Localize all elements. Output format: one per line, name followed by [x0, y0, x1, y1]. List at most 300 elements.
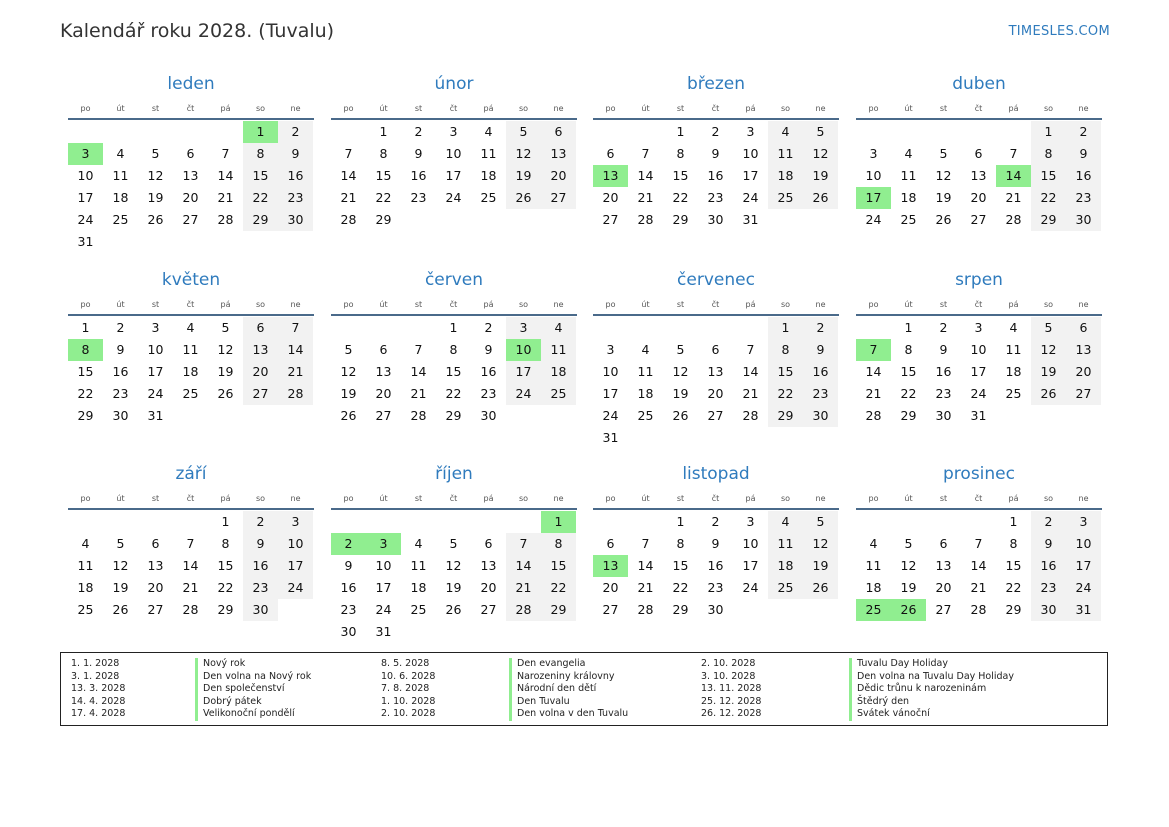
day-cell: 4	[541, 317, 576, 339]
day-cell: 4	[869, 536, 878, 551]
day-cell: 30	[480, 408, 497, 423]
month-divider	[331, 118, 577, 120]
day-cell: 29	[1031, 209, 1066, 231]
day-cell: 17	[278, 555, 313, 577]
day-cell: 23	[112, 386, 129, 401]
day-cell: 30	[803, 405, 838, 427]
month-title: duben	[952, 74, 1006, 94]
weekday-header	[593, 102, 839, 116]
weekday-label: so	[518, 104, 529, 113]
day-cell: 13	[1066, 339, 1101, 361]
day-cell: 5	[221, 320, 230, 335]
day-cell: 13	[480, 558, 497, 573]
day-cell: 10	[602, 364, 619, 379]
day-cell: 3	[151, 320, 160, 335]
empty-cell	[331, 317, 366, 339]
day-cell: 21	[217, 190, 234, 205]
empty-cell	[663, 317, 698, 339]
weekday-label: po	[868, 104, 879, 113]
weekday-label: st	[939, 494, 948, 503]
month-leden	[68, 72, 314, 253]
day-cell: 24	[506, 383, 541, 405]
day-cell: 7	[186, 536, 195, 551]
day-cell: 20	[541, 165, 576, 187]
day-cell: 21	[506, 577, 541, 599]
day-cell: 19	[147, 190, 164, 205]
holiday-day: 8	[68, 339, 103, 361]
day-cell: 30	[1031, 599, 1066, 621]
day-cell: 13	[541, 143, 576, 165]
day-cell: 7	[1009, 146, 1018, 161]
site-link[interactable]: TIMESLES.COM	[1008, 24, 1110, 39]
weekday-label: út	[379, 104, 388, 113]
day-cell: 5	[939, 146, 948, 161]
holiday-date: 14. 4. 2028	[71, 695, 126, 707]
day-cell: 1	[676, 514, 685, 529]
empty-cell	[593, 511, 628, 533]
weekday-label: st	[939, 104, 948, 113]
holiday-date: 2. 10. 2028	[701, 658, 756, 669]
month-title: březen	[686, 74, 746, 94]
day-cell: 24	[278, 577, 313, 599]
day-cell: 27	[602, 212, 619, 227]
day-cell: 28	[637, 602, 654, 617]
day-cell: 1	[676, 124, 685, 139]
weekday-label: út	[904, 300, 913, 309]
weekday-label: pá	[1008, 494, 1019, 503]
day-cell: 27	[1066, 383, 1101, 405]
day-cell: 15	[77, 364, 94, 379]
empty-cell	[628, 317, 663, 339]
day-grid	[331, 121, 577, 231]
weekday-label: út	[641, 300, 650, 309]
weekday-label: ne	[553, 494, 564, 503]
day-cell: 30	[1066, 209, 1101, 231]
day-cell: 10	[147, 342, 164, 357]
empty-cell	[961, 121, 996, 143]
day-cell: 29	[768, 405, 803, 427]
weekday-label: po	[343, 494, 354, 503]
holiday-name: Den evangelia	[509, 658, 628, 671]
day-cell: 4	[81, 536, 90, 551]
weekday-label: po	[868, 494, 879, 503]
month-divider	[331, 508, 577, 510]
weekday-header	[331, 102, 577, 116]
day-cell: 17	[77, 190, 94, 205]
day-cell: 18	[1005, 364, 1022, 379]
day-cell: 26	[803, 577, 838, 599]
day-cell: 23	[707, 580, 724, 595]
day-cell: 14	[506, 555, 541, 577]
day-cell: 22	[445, 386, 462, 401]
day-cell: 24	[865, 212, 882, 227]
day-cell: 19	[803, 165, 838, 187]
day-cell: 7	[974, 536, 983, 551]
day-grid	[68, 317, 314, 427]
day-cell: 2	[414, 124, 423, 139]
weekday-label: ne	[553, 300, 564, 309]
holiday-name: Národní den dětí	[509, 683, 628, 696]
day-cell: 28	[970, 602, 987, 617]
holiday-name: Den společenství	[195, 683, 311, 696]
weekday-label: ne	[1078, 104, 1089, 113]
day-cell: 16	[1031, 555, 1066, 577]
empty-cell	[103, 121, 138, 143]
empty-cell	[926, 121, 961, 143]
weekday-label: st	[414, 300, 423, 309]
day-cell: 18	[112, 190, 129, 205]
day-cell: 16	[410, 168, 427, 183]
day-cell: 22	[77, 386, 94, 401]
day-cell: 22	[375, 190, 392, 205]
day-cell: 29	[900, 408, 917, 423]
day-cell: 12	[112, 558, 129, 573]
empty-cell	[138, 121, 173, 143]
day-cell: 19	[112, 580, 129, 595]
day-cell: 16	[707, 168, 724, 183]
day-cell: 28	[340, 212, 357, 227]
day-cell: 18	[182, 364, 199, 379]
weekday-header	[331, 298, 577, 312]
month-březen	[593, 72, 839, 231]
holiday-day: 26	[891, 599, 926, 621]
month-divider	[856, 508, 1102, 510]
day-cell: 6	[186, 146, 195, 161]
day-cell: 12	[935, 168, 952, 183]
weekday-label: pá	[745, 300, 756, 309]
empty-cell	[891, 121, 926, 143]
weekday-label: út	[641, 104, 650, 113]
weekday-label: ne	[1078, 494, 1089, 503]
day-cell: 10	[970, 342, 987, 357]
day-cell: 25	[541, 383, 576, 405]
month-title: květen	[161, 270, 221, 290]
day-cell: 3	[746, 124, 755, 139]
day-cell: 24	[77, 212, 94, 227]
weekday-label: ne	[290, 494, 301, 503]
day-cell: 21	[865, 386, 882, 401]
weekday-header	[68, 298, 314, 312]
day-cell: 1	[379, 124, 388, 139]
weekday-label: út	[379, 494, 388, 503]
day-cell: 21	[410, 386, 427, 401]
day-cell: 14	[865, 364, 882, 379]
day-cell: 1	[1031, 121, 1066, 143]
weekday-label: po	[80, 104, 91, 113]
page-title: Kalendář roku 2028. (Tuvalu)	[60, 20, 335, 42]
weekday-label: st	[414, 104, 423, 113]
holiday-day: 1	[243, 121, 278, 143]
weekday-label: čt	[449, 494, 458, 503]
day-cell: 17	[742, 558, 759, 573]
day-grid	[593, 121, 839, 231]
day-grid	[331, 317, 577, 427]
day-cell: 26	[1031, 383, 1066, 405]
month-title: prosinec	[943, 464, 1015, 484]
weekday-label: so	[780, 494, 791, 503]
day-cell: 16	[112, 364, 129, 379]
day-cell: 22	[243, 187, 278, 209]
day-cell: 22	[672, 580, 689, 595]
day-cell: 7	[641, 536, 650, 551]
weekday-label: út	[904, 104, 913, 113]
holiday-day: 14	[996, 165, 1031, 187]
day-cell: 11	[768, 143, 803, 165]
weekday-label: čt	[186, 300, 195, 309]
day-cell: 12	[900, 558, 917, 573]
day-cell: 28	[1005, 212, 1022, 227]
day-cell: 26	[340, 408, 357, 423]
day-cell: 20	[480, 580, 497, 595]
empty-cell	[331, 121, 366, 143]
day-cell: 15	[217, 558, 234, 573]
weekday-label: so	[518, 494, 529, 503]
month-červenec	[593, 268, 839, 449]
day-cell: 24	[445, 190, 462, 205]
empty-cell	[926, 511, 961, 533]
holiday-day: 10	[506, 339, 541, 361]
day-cell: 25	[182, 386, 199, 401]
day-cell: 4	[484, 124, 493, 139]
day-cell: 25	[768, 187, 803, 209]
month-title: únor	[434, 74, 474, 94]
weekday-label: so	[518, 300, 529, 309]
weekday-label: út	[116, 104, 125, 113]
weekday-label: st	[151, 494, 160, 503]
day-cell: 16	[340, 580, 357, 595]
day-cell: 8	[449, 342, 458, 357]
holiday-date: 25. 12. 2028	[701, 695, 762, 707]
day-cell: 14	[637, 558, 654, 573]
day-cell: 8	[768, 339, 803, 361]
day-cell: 1	[768, 317, 803, 339]
day-cell: 28	[278, 383, 313, 405]
day-cell: 26	[112, 602, 129, 617]
day-cell: 9	[711, 536, 720, 551]
day-cell: 3	[746, 514, 755, 529]
day-cell: 29	[1005, 602, 1022, 617]
day-cell: 8	[1009, 536, 1018, 551]
day-cell: 15	[541, 555, 576, 577]
day-grid	[68, 511, 314, 621]
weekday-label: út	[116, 494, 125, 503]
day-cell: 26	[506, 187, 541, 209]
holiday-name: Dědic trůnu k narozeninám	[849, 683, 1014, 696]
day-cell: 19	[217, 364, 234, 379]
holiday-day: 3	[68, 143, 103, 165]
day-cell: 2	[939, 320, 948, 335]
day-cell: 17	[1066, 555, 1101, 577]
month-únor	[331, 72, 577, 231]
day-cell: 4	[768, 511, 803, 533]
day-cell: 9	[484, 342, 493, 357]
weekday-label: čt	[974, 300, 983, 309]
day-cell: 16	[1066, 165, 1101, 187]
day-cell: 20	[375, 386, 392, 401]
day-cell: 19	[900, 580, 917, 595]
weekday-label: pá	[483, 494, 494, 503]
day-cell: 25	[112, 212, 129, 227]
day-cell: 2	[1031, 511, 1066, 533]
empty-cell	[331, 511, 366, 533]
weekday-header	[856, 298, 1102, 312]
month-divider	[856, 118, 1102, 120]
day-cell: 23	[1066, 187, 1101, 209]
day-cell: 19	[935, 190, 952, 205]
holiday-date: 17. 4. 2028	[71, 708, 126, 719]
day-cell: 3	[1066, 511, 1101, 533]
day-cell: 6	[606, 146, 615, 161]
day-cell: 18	[637, 386, 654, 401]
holiday-dates-column	[71, 658, 125, 721]
day-cell: 24	[1066, 577, 1101, 599]
day-cell: 11	[541, 339, 576, 361]
day-cell: 24	[970, 386, 987, 401]
weekday-header	[856, 102, 1102, 116]
holiday-date: 26. 12. 2028	[701, 708, 762, 719]
day-cell: 30	[278, 209, 313, 231]
day-cell: 30	[243, 599, 278, 621]
day-cell: 31	[375, 624, 392, 639]
weekday-label: pá	[220, 300, 231, 309]
day-cell: 15	[768, 361, 803, 383]
month-divider	[68, 314, 314, 316]
day-cell: 15	[243, 165, 278, 187]
day-cell: 26	[803, 187, 838, 209]
holiday-name: Den Tuvalu	[509, 696, 628, 709]
day-cell: 8	[541, 533, 576, 555]
day-cell: 11	[865, 558, 882, 573]
weekday-header	[856, 492, 1102, 506]
day-cell: 14	[278, 339, 313, 361]
day-cell: 1	[81, 320, 90, 335]
day-grid	[593, 317, 839, 449]
day-cell: 29	[243, 209, 278, 231]
holiday-day: 13	[593, 555, 628, 577]
day-cell: 26	[935, 212, 952, 227]
day-cell: 12	[445, 558, 462, 573]
day-cell: 11	[77, 558, 94, 573]
empty-cell	[996, 121, 1031, 143]
day-cell: 27	[243, 383, 278, 405]
day-cell: 11	[637, 364, 654, 379]
weekday-label: pá	[745, 104, 756, 113]
day-cell: 31	[602, 430, 619, 445]
day-cell: 9	[803, 339, 838, 361]
weekday-label: po	[868, 300, 879, 309]
day-cell: 11	[410, 558, 427, 573]
weekday-label: pá	[1008, 300, 1019, 309]
weekday-label: pá	[483, 300, 494, 309]
empty-cell	[366, 317, 401, 339]
holiday-list	[60, 652, 1108, 726]
empty-cell	[891, 511, 926, 533]
weekday-label: ne	[815, 104, 826, 113]
weekday-label: so	[255, 300, 266, 309]
day-cell: 15	[375, 168, 392, 183]
day-cell: 4	[1009, 320, 1018, 335]
day-cell: 20	[147, 580, 164, 595]
day-cell: 9	[116, 342, 125, 357]
day-cell: 27	[970, 212, 987, 227]
month-září	[68, 462, 314, 621]
day-cell: 23	[1031, 577, 1066, 599]
empty-cell	[68, 121, 103, 143]
weekday-label: st	[676, 300, 685, 309]
day-cell: 21	[637, 190, 654, 205]
day-cell: 29	[672, 602, 689, 617]
day-cell: 16	[243, 555, 278, 577]
holiday-date: 13. 11. 2028	[701, 683, 762, 694]
day-cell: 14	[970, 558, 987, 573]
day-cell: 13	[147, 558, 164, 573]
day-cell: 27	[602, 602, 619, 617]
day-cell: 30	[707, 602, 724, 617]
day-cell: 29	[541, 599, 576, 621]
weekday-label: ne	[553, 104, 564, 113]
day-cell: 24	[147, 386, 164, 401]
empty-cell	[208, 121, 243, 143]
day-cell: 8	[243, 143, 278, 165]
day-cell: 25	[410, 602, 427, 617]
weekday-label: út	[116, 300, 125, 309]
day-cell: 3	[974, 320, 983, 335]
holiday-name: Tuvalu Day Holiday	[849, 658, 1014, 671]
day-cell: 12	[147, 168, 164, 183]
day-cell: 23	[707, 190, 724, 205]
day-cell: 24	[375, 602, 392, 617]
day-cell: 15	[1005, 558, 1022, 573]
day-cell: 3	[278, 511, 313, 533]
day-cell: 21	[970, 580, 987, 595]
day-cell: 9	[278, 143, 313, 165]
day-cell: 8	[221, 536, 230, 551]
day-cell: 19	[672, 386, 689, 401]
weekday-label: po	[343, 300, 354, 309]
day-cell: 9	[1031, 533, 1066, 555]
day-cell: 19	[445, 580, 462, 595]
day-cell: 10	[1066, 533, 1101, 555]
weekday-label: st	[414, 494, 423, 503]
holiday-name: Velikonoční pondělí	[195, 708, 311, 721]
month-title: říjen	[435, 464, 473, 484]
day-cell: 28	[742, 408, 759, 423]
day-cell: 17	[506, 361, 541, 383]
weekday-header	[68, 492, 314, 506]
weekday-label: po	[80, 494, 91, 503]
day-cell: 27	[147, 602, 164, 617]
day-cell: 25	[1005, 386, 1022, 401]
day-cell: 2	[711, 124, 720, 139]
day-cell: 6	[243, 317, 278, 339]
day-cell: 9	[1066, 143, 1101, 165]
day-cell: 28	[182, 602, 199, 617]
day-cell: 28	[217, 212, 234, 227]
holiday-name: Štědrý den	[849, 696, 1014, 709]
day-cell: 21	[340, 190, 357, 205]
day-grid	[856, 317, 1102, 427]
weekday-label: út	[379, 300, 388, 309]
day-cell: 26	[672, 408, 689, 423]
weekday-label: st	[939, 300, 948, 309]
day-cell: 8	[1031, 143, 1066, 165]
holiday-date: 7. 8. 2028	[381, 683, 430, 694]
weekday-label: po	[605, 494, 616, 503]
day-grid	[331, 511, 577, 643]
month-srpen	[856, 268, 1102, 427]
holiday-dates-column	[701, 658, 761, 721]
empty-cell	[698, 317, 733, 339]
